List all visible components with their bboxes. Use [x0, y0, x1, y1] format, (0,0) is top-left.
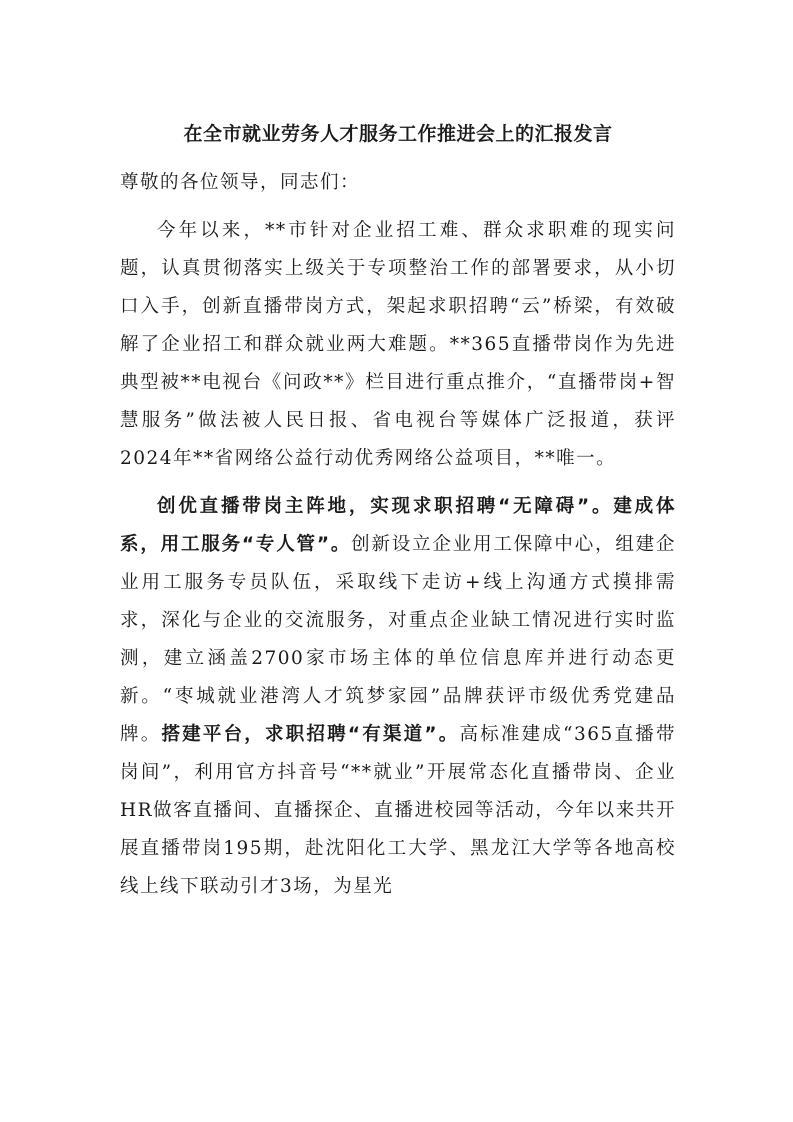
- subsection-text-2: 高标准建成“365直播带岗间”，利用官方抖音号“**就业”开展常态化直播带岗、企业HR做客直播间、直播探企、直播进校园等活动，今年以来共开展直播带岗195期，赴沈阳化工大学、黑龙江大学等各地高校线上线下联动引才3场，为星光: [120, 724, 676, 897]
- subsection-heading-1: 建成体系，用工服务“专人管”。: [120, 496, 676, 555]
- section-heading: 创优直播带岗主阵地，实现求职招聘“无障碍”。: [157, 496, 614, 517]
- paragraph-intro: 今年以来，**市针对企业招工难、群众求职难的现实问题，认真贯彻落实上级关于专项整治工作的部署要求，从小切口入手，创新直播带岗方式，架起求职招聘“云”桥梁，有效破解了企业招工和群众就业两大难题。**365直播带岗作为先进典型被**电视台《问政**》栏目进行重点推介，“直播带岗+智慧服务”做法被人民日报、省电视台等媒体广泛报道，获评2024年**省网络公益行动优秀网络公益项目，**唯一。: [120, 220, 676, 469]
- subsection-heading-2: 搭建平台，求职招聘“有渠道”。: [161, 724, 460, 745]
- document-page: [120, 112, 676, 906]
- paragraph-section-1: [120, 488, 676, 906]
- subsection-text-1: 创新设立企业用工保障中心，组建企业用工服务专员队伍，采取线下走访+线上沟通方式摸排需求，深化与企业的交流服务，对重点企业缺工情况进行实时监测，建立涵盖2700家市场主体的单位信息库并进行动态更新。“枣城就业港湾人才筑梦家园”品牌获评市级优秀党建品牌。: [120, 534, 676, 745]
- salutation: 尊敬的各位领导，同志们：: [120, 172, 361, 193]
- document-title: 在全市就业劳务人才服务工作推进会上的汇报发言: [183, 123, 613, 145]
